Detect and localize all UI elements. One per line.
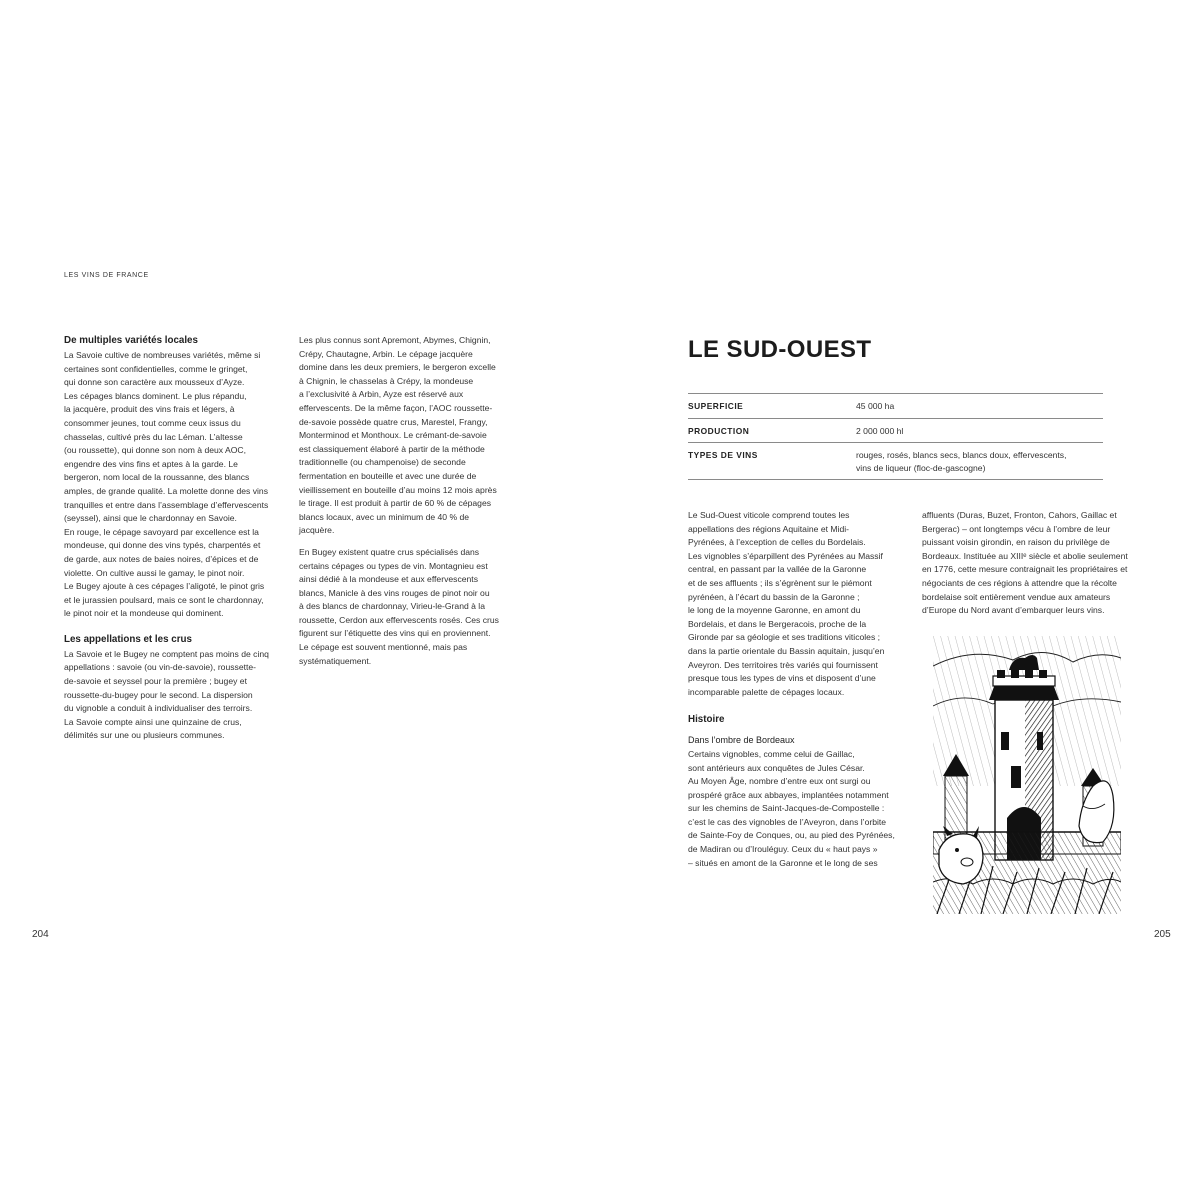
text-line: Le Sud-Ouest viticole comprend toutes les — [688, 510, 850, 520]
right-column-2 — [922, 509, 1137, 618]
paragraph — [688, 509, 903, 699]
text-line: appellations des régions Aquitaine et Midi- — [688, 523, 849, 534]
paragraph — [64, 648, 274, 743]
text-line: violette. On cultive aussi le gamay, le pinot noir. — [64, 567, 245, 578]
text-line: Crépy, Chautagne, Arbin. Le cépage jacquère — [299, 348, 473, 359]
fact-label: SUPERFICIE — [688, 401, 744, 411]
fact-row — [688, 418, 1103, 443]
text-line: ainsi dédié à la mondeuse et aux effervescents — [299, 574, 478, 585]
text-line: Bergerac) – ont longtemps vécu à l’ombre de leur — [922, 523, 1111, 534]
text-line: a l’exclusivité à Arbin, Ayze est réservé aux — [299, 389, 464, 400]
fact-value-line: vins de liqueur (floc-de-gascogne) — [856, 462, 986, 473]
text-line: certains cépages ou types de vin. Montagnieu est — [299, 560, 488, 571]
text-line: En Bugey existent quatre crus spécialisés dans — [299, 546, 480, 557]
text-line: – situés en amont de la Garonne et le long de ses — [688, 857, 878, 868]
fact-row — [688, 442, 1103, 480]
text-line: bergeron, nom local de la roussanne, des blancs — [64, 472, 250, 483]
text-line: appellations : savoie (ou vin-de-savoie), roussette- — [64, 662, 257, 673]
text-line: de garde, aux notes de baies noires, d’épices et de — [64, 553, 259, 564]
text-line: d’Europe du Nord avant d’embarquer leurs vins. — [922, 605, 1105, 616]
text-line: domine dans les deux premiers, le bergeron excelle — [299, 362, 496, 373]
text-line: de Madiran ou d’Irouléguy. Ceux du « haut pays » — [688, 844, 878, 855]
paragraph — [922, 509, 1137, 618]
paragraph — [299, 546, 504, 668]
text-line: prospéré grâce aux abbayes, implantées notamment — [688, 789, 889, 800]
text-line: de Sainte-Foy de Conques, ou, au pied des Pyrénées, — [688, 830, 895, 841]
text-line: est classiquement élaboré à partir de la méthode — [299, 443, 485, 454]
fact-label: TYPES DE VINS — [688, 450, 758, 460]
text-line: jacquère. — [299, 525, 335, 536]
text-line: en 1776, cette mesure contraignait les propriétaires et — [922, 564, 1128, 575]
fact-value — [856, 449, 1103, 474]
text-line: sont antérieurs aux conquêtes de Jules César. — [688, 762, 865, 773]
text-line: (ou roussette), qui donne son nom à deux AOC, — [64, 445, 247, 456]
text-line: incomparable palette de cépages locaux. — [688, 686, 845, 697]
paragraph — [64, 349, 274, 621]
text-line: systématiquement. — [299, 655, 372, 666]
text-line: Bordeaux. Instituée au XIIIᵉ siècle et abolie seulement — [922, 550, 1128, 561]
text-line: vieillissement en bouteille d’au moins 12 mois après — [299, 484, 497, 495]
text-line: négociants de ces régions à attendre que la récolte — [922, 577, 1117, 588]
text-line: et le jurassien poulsard, mais ce sont le chardonnay, — [64, 594, 264, 605]
fact-value-line: 2 000 000 hl — [856, 425, 904, 436]
text-line: à Chignin, le chasselas à Crépy, la mondeuse — [299, 375, 474, 386]
text-line: engendre des vins fins et aptes à la garde. Le — [64, 458, 238, 469]
text-line: Les plus connus sont Apremont, Abymes, Chignin, — [299, 335, 491, 345]
text-line: La Savoie cultive de nombreuses variétés, même si — [64, 350, 261, 360]
text-line: Les vignobles s’éparpillent des Pyrénées au Massif — [688, 550, 883, 561]
subheading: De multiples variétés locales — [64, 335, 198, 346]
fact-value — [856, 425, 1103, 438]
text-line: Monterminod et Monthoux. Le crémant-de-savoie — [299, 430, 487, 441]
text-line: pyrénéen, à l’écart du bassin de la Garonne ; — [688, 591, 860, 602]
paragraph — [688, 748, 903, 870]
text-line: qui donne son caractère aux mousseux d’Ayze. — [64, 377, 245, 388]
text-line: c’est le cas des vignobles de l’Aveyron, dans l’orbite — [688, 816, 887, 827]
fact-value-line: 45 000 ha — [856, 401, 895, 411]
text-line: La Savoie et le Bugey ne comptent pas moins de cinq — [64, 648, 269, 659]
chapter-title: LE SUD-OUEST — [688, 336, 872, 363]
text-line: délimités sur une ou plusieurs communes. — [64, 730, 225, 741]
text-line: la jacquère, produit des vins frais et légers, à — [64, 404, 235, 415]
text-line: à des blancs de chardonnay, Virieu-le-Grand à la — [299, 601, 485, 612]
text-line: figurent sur l’étiquette des vins qui en proviennent. — [299, 628, 491, 639]
text-line: effervescents. De la même façon, l’AOC roussette- — [299, 402, 493, 413]
text-line: sur les chemins de Saint-Jacques-de-Compostelle : — [688, 803, 885, 814]
text-line: mondeuse, qui donne des vins typés, charpentés et — [64, 540, 261, 551]
text-line: (seyssel), ainsi que le chardonnay en Savoie. — [64, 513, 237, 524]
fact-label: PRODUCTION — [688, 425, 750, 436]
text-line: de-savoie et seyssel pour la première ; bugey et — [64, 676, 247, 687]
text-line: Gironde par sa géologie et ses traditions viticoles ; — [688, 632, 881, 643]
paragraph — [299, 334, 504, 538]
text-line: roussette, Cerdon aux effervescents rosés. Ces crus — [299, 614, 499, 625]
text-line: Le cépage est souvent mentionné, mais pas — [299, 642, 468, 653]
text-line: certaines sont confidentielles, comme le gringet, — [64, 363, 248, 374]
text-line: et de ses affluents ; ils s’égrènent sur le piémont — [688, 577, 872, 588]
left-column-1 — [64, 334, 274, 743]
text-line: Bordelais, et dans le Bergeracois, proche de la — [688, 618, 867, 629]
right-column-1 — [688, 509, 903, 870]
text-line: Aveyron. Des territoires très variés qui fournissent — [688, 659, 878, 670]
subheading: Les appellations et les crus — [64, 633, 192, 645]
text-line: Les cépages blancs dominent. Le plus répandu, — [64, 390, 247, 401]
page-number-right: 205 — [1154, 929, 1171, 940]
text-line: fermentation en bouteille et avec une durée de — [299, 470, 477, 481]
text-line: La Savoie compte ainsi une quinzaine de crus, — [64, 716, 242, 727]
text-line: presque tous les types de vins et disposent d’une — [688, 673, 876, 684]
fact-value — [856, 400, 1103, 413]
text-line: chasselas, cultivé près du lac Léman. L’altesse — [64, 431, 243, 442]
subtitle: Dans l’ombre de Bordeaux — [688, 735, 795, 746]
page-number-left: 204 — [32, 929, 49, 940]
left-column-2 — [299, 334, 504, 668]
text-line: du vignoble a conduit à individualiser des terroirs. — [64, 703, 253, 714]
subheading: Histoire — [688, 714, 725, 726]
text-line: dans la partie orientale du Bassin aquitain, jusqu’en — [688, 645, 885, 656]
text-line: amples, de grande qualité. La molette donne des vins — [64, 485, 268, 496]
text-line: traditionnelle (ou champenoise) de seconde — [299, 457, 466, 468]
fact-row — [688, 393, 1103, 418]
text-line: le pinot noir et la mondeuse qui dominent. — [64, 608, 224, 619]
tower-illustration — [933, 636, 1121, 914]
running-head: LES VINS DE FRANCE — [64, 272, 149, 279]
text-line: Certains vignobles, comme celui de Gaillac, — [688, 748, 855, 759]
text-line: le long de la moyenne Garonne, en amont du — [688, 605, 861, 616]
facts-table — [688, 393, 1103, 480]
text-line: Le Bugey ajoute à ces cépages l’aligoté, le pinot gris — [64, 581, 265, 592]
text-line: Au Moyen Âge, nombre d’entre eux ont surgi ou — [688, 776, 871, 787]
fact-value-line: rouges, rosés, blancs secs, blancs doux, effervescents, — [856, 450, 1067, 460]
text-line: blancs locaux, avec un minimum de 40 % de — [299, 511, 470, 522]
text-line: affluents (Duras, Buzet, Fronton, Cahors, Gaillac et — [922, 510, 1117, 520]
text-line: Pyrénées, à l’exception de celles du Bordelais. — [688, 537, 866, 548]
text-line: le tirage. Il est produit à partir de 60 % de cépages — [299, 498, 492, 509]
text-line: roussette-du-bugey pour le second. La dispersion — [64, 689, 253, 700]
text-line: de-savoie possède quatre crus, Marestel, Frangy, — [299, 416, 488, 427]
text-line: blancs, Manicle à des vins rouges de pinot noir ou — [299, 587, 490, 598]
text-line: bordelaise soit entièrement vendue aux amateurs — [922, 591, 1111, 602]
text-line: tranquilles et entre dans l’assemblage d’effervescents — [64, 499, 269, 510]
text-line: En rouge, le cépage savoyard par excellence est la — [64, 526, 259, 537]
text-line: consommer jeunes, tout comme ceux issus du — [64, 417, 241, 428]
text-line: puissant voisin girondin, en raison du privilège de — [922, 537, 1110, 548]
text-line: central, en passant par la vallée de la Garonne — [688, 564, 867, 575]
